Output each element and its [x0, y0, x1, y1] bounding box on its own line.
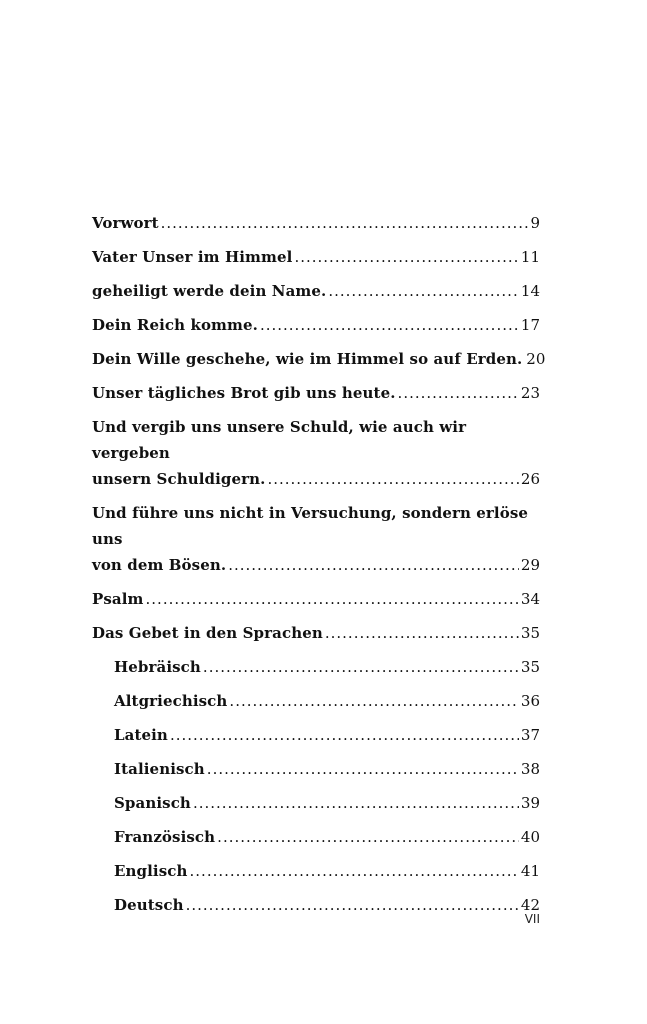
table-of-contents	[92, 210, 546, 926]
toc-entry-title: Englisch	[114, 862, 188, 880]
toc-entry-title: unsern Schuldigern.	[92, 470, 266, 488]
dot-leader	[203, 654, 519, 680]
toc-entry-title-line-1: Und führe uns nicht in Versuchung, sondern erlöse uns	[92, 504, 529, 548]
toc-entry-psalm[interactable]	[92, 586, 540, 612]
dot-leader	[217, 824, 519, 850]
toc-entry-englisch[interactable]	[92, 858, 540, 884]
toc-entry-altgriechisch[interactable]	[92, 688, 540, 714]
toc-entry-page: 41	[520, 862, 540, 880]
dot-leader	[193, 790, 519, 816]
dot-leader	[229, 688, 518, 714]
toc-entry-title: geheiligt werde dein Name.	[92, 282, 327, 300]
toc-entry-title: Französisch	[114, 828, 216, 846]
dot-leader	[267, 466, 518, 492]
toc-entry-page: 42	[520, 896, 540, 914]
toc-entry-page: 29	[520, 556, 540, 574]
toc-entry-deutsch[interactable]	[92, 892, 540, 918]
toc-entry-geheiligt[interactable]	[92, 278, 540, 304]
toc-entry-page: 36	[520, 692, 540, 710]
toc-entry-title-line-1: Und vergib uns unsere Schuld, wie auch wir vergeben	[92, 418, 467, 462]
dot-leader	[146, 586, 519, 612]
toc-entry-title: Dein Wille geschehe, wie im Himmel so auf Erden.	[92, 350, 523, 368]
toc-entry-brot[interactable]	[92, 380, 540, 406]
toc-entry-vater-unser[interactable]	[92, 244, 540, 270]
toc-entry-page: 14	[520, 282, 540, 300]
toc-entry-schuld[interactable]	[92, 414, 540, 492]
toc-entry-page: 20	[526, 350, 546, 368]
toc-entry-page: 37	[520, 726, 540, 744]
toc-entry-page: 40	[520, 828, 540, 846]
toc-entry-page: 26	[520, 470, 540, 488]
toc-entry-title: Altgriechisch	[114, 692, 228, 710]
toc-entry-page: 11	[520, 248, 540, 266]
toc-entry-page: 38	[520, 760, 540, 778]
toc-entry-title: Dein Reich komme.	[92, 316, 258, 334]
toc-entry-italienisch[interactable]	[92, 756, 540, 782]
dot-leader	[161, 210, 529, 236]
toc-entry-title: Spanisch	[114, 794, 191, 812]
toc-entry-versuchung[interactable]	[92, 500, 540, 578]
toc-entry-page: 34	[520, 590, 540, 608]
dot-leader	[325, 620, 519, 646]
toc-entry-title: Latein	[114, 726, 168, 744]
dot-leader	[294, 244, 518, 270]
toc-entry-page: 23	[520, 384, 540, 402]
dot-leader	[207, 756, 519, 782]
toc-entry-title: Vorwort	[92, 214, 159, 232]
toc-entry-title: Deutsch	[114, 896, 184, 914]
toc-entry-spanisch[interactable]	[92, 790, 540, 816]
dot-leader	[190, 858, 519, 884]
toc-entry-page: 35	[520, 624, 540, 642]
toc-entry-hebraeisch[interactable]	[92, 654, 540, 680]
toc-entry-vorwort[interactable]	[92, 210, 540, 236]
toc-entry-page: 17	[520, 316, 540, 334]
toc-entry-title: von dem Bösen.	[92, 556, 227, 574]
toc-entry-wille[interactable]	[92, 346, 546, 372]
toc-entry-latein[interactable]	[92, 722, 540, 748]
toc-entry-title: Vater Unser im Himmel	[92, 248, 293, 266]
toc-entry-title: Das Gebet in den Sprachen	[92, 624, 323, 642]
dot-leader	[398, 380, 519, 406]
dot-leader	[260, 312, 519, 338]
toc-entry-page: 35	[520, 658, 540, 676]
toc-entry-title: Unser tägliches Brot gib uns heute.	[92, 384, 396, 402]
dot-leader	[228, 552, 519, 578]
toc-entry-franzoesisch[interactable]	[92, 824, 540, 850]
toc-entry-sprachen[interactable]	[92, 620, 540, 646]
dot-leader	[170, 722, 519, 748]
toc-entry-reich[interactable]	[92, 312, 540, 338]
toc-entry-title: Hebräisch	[114, 658, 201, 676]
page-number: VII	[524, 912, 540, 926]
dot-leader	[186, 892, 519, 918]
toc-entry-page: 9	[530, 214, 540, 232]
toc-entry-title: Italienisch	[114, 760, 205, 778]
dot-leader	[328, 278, 519, 304]
toc-entry-title: Psalm	[92, 590, 144, 608]
toc-entry-page: 39	[520, 794, 540, 812]
